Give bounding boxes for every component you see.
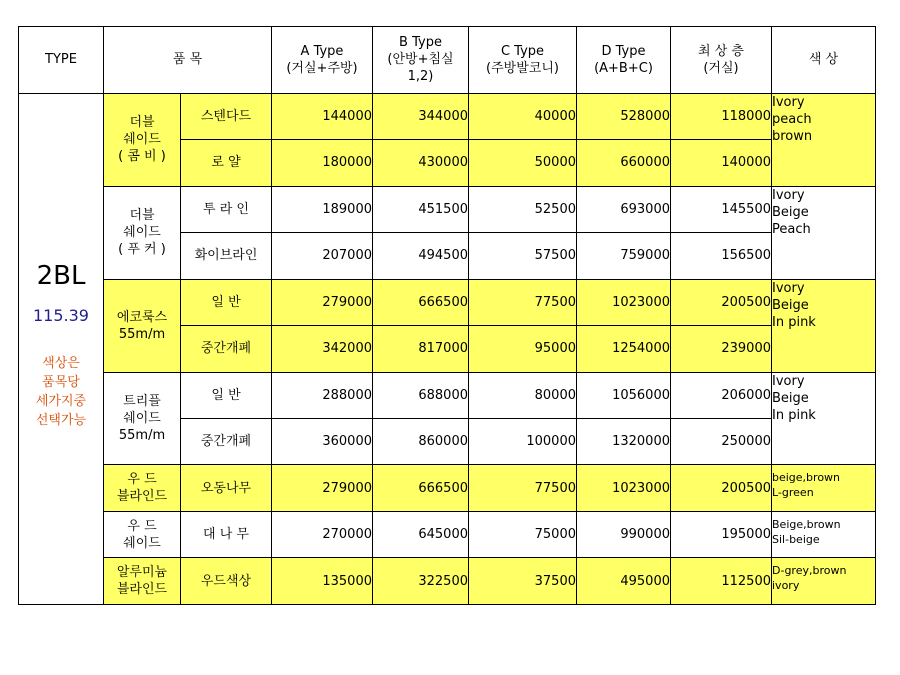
item-subtype: 로 얄 <box>181 140 272 186</box>
price-a-type: 207000 <box>272 233 373 279</box>
color-options <box>772 558 876 605</box>
price-top-floor: 156500 <box>671 233 772 279</box>
header-b-type-title: B Type <box>399 35 442 51</box>
model-note-line: 선택가능 <box>35 412 87 428</box>
color-option: Ivory <box>772 280 805 296</box>
item-group-name <box>104 93 181 186</box>
price-a-type: 279000 <box>272 465 373 511</box>
price-c-type: 95000 <box>469 326 577 372</box>
header-item: 품 목 <box>104 27 272 94</box>
table-row <box>19 372 876 418</box>
model-note <box>19 354 103 430</box>
item-group-name-line: 블라인드 <box>116 489 168 505</box>
color-option: ivory <box>772 579 800 593</box>
item-group-name-line: 우 드 <box>127 518 157 534</box>
header-color: 색 상 <box>772 27 876 94</box>
item-group-name-line: 알루미늄 <box>116 565 168 581</box>
header-b-type-desc: (안방+침실 <box>387 52 454 68</box>
table-row <box>19 93 876 139</box>
price-d-type: 528000 <box>577 93 671 139</box>
price-a-type: 360000 <box>272 418 373 464</box>
header-c-type-title: C Type <box>500 43 545 59</box>
color-option: Beige,brown <box>772 517 841 531</box>
color-option: Ivory <box>772 187 805 203</box>
color-options <box>772 186 876 279</box>
item-group-name-line: 55m/m <box>118 427 166 443</box>
price-c-type: 100000 <box>469 418 577 464</box>
header-type: TYPE <box>19 27 104 94</box>
color-options <box>772 465 876 511</box>
price-b-type: 645000 <box>373 511 469 557</box>
model-note-line: 세가지중 <box>35 393 87 409</box>
item-group-name-line: ( 콤 비 ) <box>118 149 166 165</box>
price-table <box>18 26 876 605</box>
price-b-type: 494500 <box>373 233 469 279</box>
price-c-type: 52500 <box>469 186 577 232</box>
header-d-type-desc: (A+B+C) <box>594 60 653 76</box>
color-option: Sil-beige <box>772 532 820 546</box>
price-d-type: 990000 <box>577 511 671 557</box>
price-top-floor: 140000 <box>671 140 772 186</box>
price-top-floor: 239000 <box>671 326 772 372</box>
price-a-type: 288000 <box>272 372 373 418</box>
color-option: beige,brown <box>772 471 841 485</box>
header-row <box>19 27 876 94</box>
item-subtype: 일 반 <box>181 372 272 418</box>
color-option: peach <box>772 111 812 127</box>
price-d-type: 1023000 <box>577 465 671 511</box>
price-d-type: 1254000 <box>577 326 671 372</box>
header-d-type <box>577 27 671 94</box>
price-b-type: 430000 <box>373 140 469 186</box>
header-c-type-desc: (주방발코니) <box>486 60 559 76</box>
price-a-type: 270000 <box>272 511 373 557</box>
item-group-name-line: 블라인드 <box>116 582 168 598</box>
price-d-type: 1056000 <box>577 372 671 418</box>
header-a-type <box>272 27 373 94</box>
model-cell <box>19 93 104 604</box>
price-a-type: 144000 <box>272 93 373 139</box>
item-group-name-line: 우 드 <box>127 472 157 488</box>
item-group-name-line: 쉐이드 <box>123 410 161 426</box>
price-b-type: 451500 <box>373 186 469 232</box>
price-d-type: 1023000 <box>577 279 671 325</box>
color-options <box>772 93 876 186</box>
color-option: brown <box>772 128 813 144</box>
color-option: L-green <box>772 486 814 500</box>
price-table-body <box>19 27 876 605</box>
price-c-type: 77500 <box>469 465 577 511</box>
header-a-type-desc: (거실+주방) <box>286 60 358 76</box>
price-d-type: 693000 <box>577 186 671 232</box>
table-row <box>19 186 876 232</box>
price-b-type: 860000 <box>373 418 469 464</box>
price-c-type: 40000 <box>469 93 577 139</box>
item-subtype: 스텐다드 <box>181 93 272 139</box>
price-top-floor: 195000 <box>671 511 772 557</box>
price-top-floor: 200500 <box>671 279 772 325</box>
color-option: Ivory <box>772 94 805 110</box>
price-d-type: 1320000 <box>577 418 671 464</box>
price-top-floor: 145500 <box>671 186 772 232</box>
price-b-type: 666500 <box>373 279 469 325</box>
color-option: Peach <box>772 221 811 237</box>
table-row <box>19 465 876 511</box>
item-group-name <box>104 186 181 279</box>
price-top-floor: 250000 <box>671 418 772 464</box>
header-a-type-title: A Type <box>300 43 344 59</box>
color-option: Beige <box>772 297 809 313</box>
price-top-floor: 200500 <box>671 465 772 511</box>
model-note-line: 품목당 <box>42 374 80 390</box>
color-option: D-grey,brown <box>772 564 847 578</box>
price-c-type: 80000 <box>469 372 577 418</box>
item-subtype: 우드색상 <box>181 558 272 605</box>
item-group-name-line: 쉐이드 <box>123 535 161 551</box>
color-option: Beige <box>772 390 809 406</box>
price-c-type: 37500 <box>469 558 577 605</box>
price-b-type: 344000 <box>373 93 469 139</box>
price-d-type: 660000 <box>577 140 671 186</box>
header-b-type-desc2: 1,2) <box>407 69 434 85</box>
model-name: 2BL <box>36 260 86 291</box>
item-subtype: 중간개폐 <box>181 418 272 464</box>
item-subtype: 중간개폐 <box>181 326 272 372</box>
price-a-type: 135000 <box>272 558 373 605</box>
price-c-type: 57500 <box>469 233 577 279</box>
price-top-floor: 206000 <box>671 372 772 418</box>
model-note-line: 색상은 <box>42 355 80 371</box>
item-group-name <box>104 279 181 372</box>
item-group-name <box>104 558 181 605</box>
item-group-name <box>104 511 181 557</box>
color-option: In pink <box>772 314 816 330</box>
item-group-name-line: 더블 <box>129 208 155 224</box>
color-options <box>772 511 876 557</box>
model-area: 115.39 <box>33 305 89 325</box>
item-group-name-line: 트리플 <box>123 393 161 409</box>
price-d-type: 495000 <box>577 558 671 605</box>
item-group-name-line: 에코룩스 <box>116 309 168 325</box>
item-subtype: 투 라 인 <box>181 186 272 232</box>
color-options <box>772 279 876 372</box>
table-row <box>19 279 876 325</box>
price-a-type: 189000 <box>272 186 373 232</box>
item-group-name-line: ( 푸 커 ) <box>118 242 166 258</box>
price-a-type: 279000 <box>272 279 373 325</box>
item-group-name-line: 쉐이드 <box>123 225 161 241</box>
item-subtype: 오동나무 <box>181 465 272 511</box>
price-a-type: 342000 <box>272 326 373 372</box>
price-b-type: 688000 <box>373 372 469 418</box>
color-option: In pink <box>772 407 816 423</box>
item-group-name <box>104 465 181 511</box>
price-b-type: 666500 <box>373 465 469 511</box>
header-top-floor <box>671 27 772 94</box>
price-top-floor: 112500 <box>671 558 772 605</box>
price-c-type: 50000 <box>469 140 577 186</box>
price-b-type: 322500 <box>373 558 469 605</box>
item-subtype: 일 반 <box>181 279 272 325</box>
item-group-name <box>104 372 181 465</box>
color-options <box>772 372 876 465</box>
header-d-type-title: D Type <box>601 43 646 59</box>
header-b-type <box>373 27 469 94</box>
header-top-floor-desc: (거실) <box>703 60 739 76</box>
item-group-name-line: 더블 <box>129 115 155 131</box>
table-row <box>19 558 876 605</box>
item-group-name-line: 쉐이드 <box>123 132 161 148</box>
table-row <box>19 511 876 557</box>
item-subtype: 화이브라인 <box>181 233 272 279</box>
header-c-type <box>469 27 577 94</box>
color-option: Ivory <box>772 373 805 389</box>
price-d-type: 759000 <box>577 233 671 279</box>
price-c-type: 77500 <box>469 279 577 325</box>
color-option: Beige <box>772 204 809 220</box>
item-subtype: 대 나 무 <box>181 511 272 557</box>
price-b-type: 817000 <box>373 326 469 372</box>
item-group-name-line: 55m/m <box>118 326 166 342</box>
header-top-floor-title: 최 상 층 <box>698 43 744 59</box>
price-c-type: 75000 <box>469 511 577 557</box>
price-a-type: 180000 <box>272 140 373 186</box>
price-top-floor: 118000 <box>671 93 772 139</box>
